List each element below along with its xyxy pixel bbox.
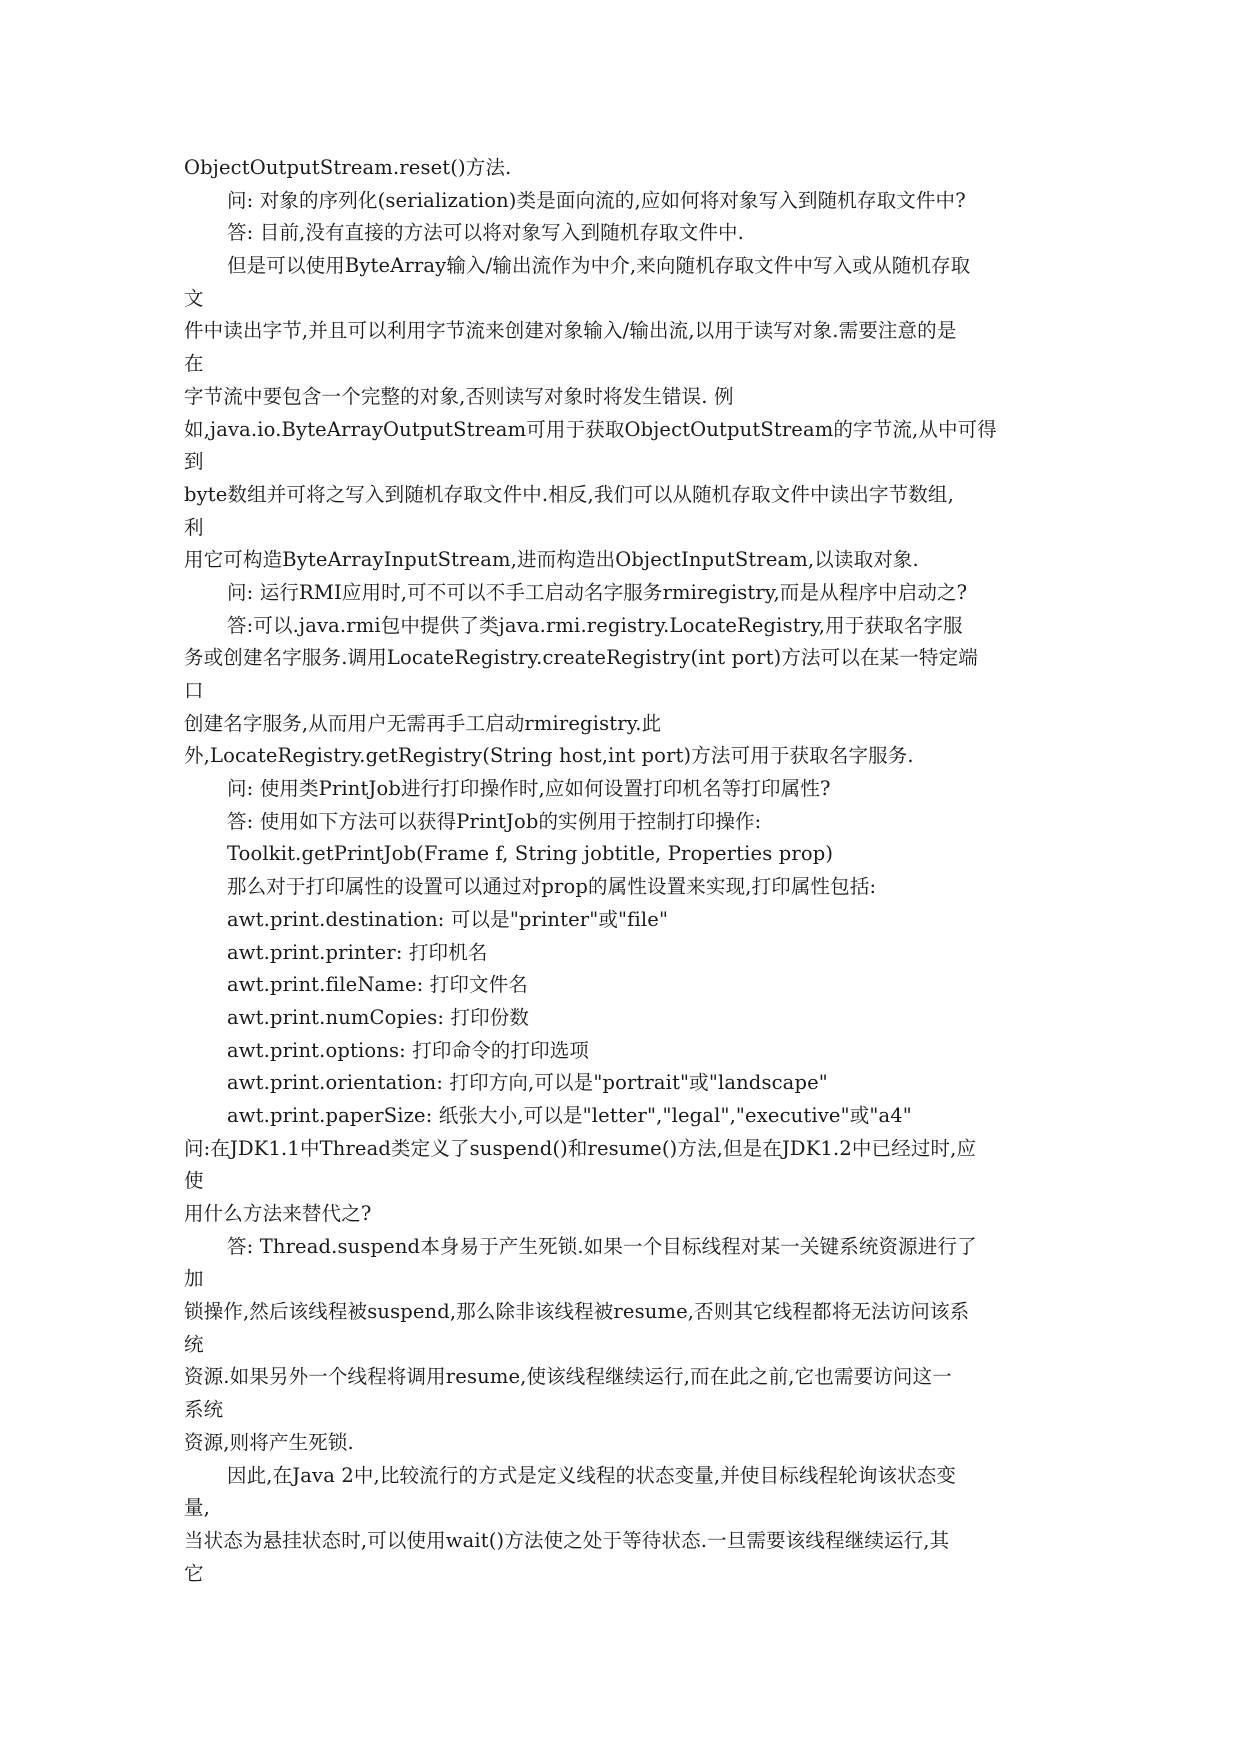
text-line: 因此,在Java 2中,比较流行的方式是定义线程的状态变量,并使目标线程轮询该状态变	[227, 1463, 957, 1487]
text-line: awt.print.fileName: 打印文件名	[227, 973, 528, 997]
text-line: 用它可构造ByteArrayInputStream,进而构造出ObjectInputStream,以读取对象.	[184, 548, 919, 572]
text-line: 问: 对象的序列化(serialization)类是面向流的,应如何将对象写入到随机存取文件中?	[227, 188, 966, 212]
text-line: 那么对于打印属性的设置可以通过对prop的属性设置来实现,打印属性包括:	[227, 875, 877, 899]
text-line: 问:在JDK1.1中Thread类定义了suspend()和resume()方法,但是在JDK1.2中已经过时,应	[184, 1136, 977, 1160]
text-line: ObjectOutputStream.reset()方法.	[184, 156, 512, 179]
text-line: 使	[184, 1169, 204, 1193]
text-line: 当状态为悬挂状态时,可以使用wait()方法使之处于等待状态.一旦需要该线程继续运行,其	[184, 1528, 950, 1552]
text-line: 外,LocateRegistry.getRegistry(String host,int port)方法可用于获取名字服务.	[184, 744, 914, 768]
text-line: 答: Thread.suspend本身易于产生死锁.如果一个目标线程对某一关键系统资源进行了	[227, 1234, 977, 1258]
text-line: 量,	[184, 1496, 210, 1520]
text-line: 问: 使用类PrintJob进行打印操作时,应如何设置打印机名等打印属性?	[227, 777, 831, 801]
text-line: awt.print.options: 打印命令的打印选项	[227, 1038, 590, 1062]
text-line: 锁操作,然后该线程被suspend,那么除非该线程被resume,否则其它线程都将无法访问该系	[184, 1300, 970, 1324]
text-line: 答: 使用如下方法可以获得PrintJob的实例用于控制打印操作:	[227, 809, 762, 833]
text-line: 系统	[184, 1398, 224, 1422]
text-line: awt.print.printer: 打印机名	[227, 940, 488, 964]
text-line: awt.print.orientation: 打印方向,可以是"portrait"或"landscape"	[227, 1071, 828, 1095]
text-line: 统	[184, 1332, 204, 1356]
text-line: 件中读出字节,并且可以利用字节流来创建对象输入/输出流,以用于读写对象.需要注意的是	[184, 319, 957, 343]
text-line: 文	[184, 286, 204, 310]
text-line: 加	[184, 1267, 204, 1291]
document-body	[184, 152, 1084, 1590]
text-line: 利	[184, 515, 204, 539]
text-line: 答:可以.java.rmi包中提供了类java.rmi.registry.LocateRegistry,用于获取名字服	[227, 613, 963, 637]
text-line: 用什么方法来替代之?	[184, 1202, 372, 1225]
text-line: 它	[184, 1561, 204, 1585]
text-line: 答: 目前,没有直接的方法可以将对象写入到随机存取文件中.	[227, 221, 745, 245]
text-line: 创建名字服务,从而用户无需再手工启动rmiregistry.此	[184, 711, 662, 735]
text-line: Toolkit.getPrintJob(Frame f, String jobtitle, Properties prop)	[227, 842, 834, 866]
text-line: 问: 运行RMI应用时,可不可以不手工启动名字服务rmiregistry,而是从程序中启动之?	[227, 580, 968, 604]
text-line: 口	[184, 679, 204, 702]
text-line: awt.print.numCopies: 打印份数	[227, 1005, 530, 1029]
text-line: awt.print.paperSize: 纸张大小,可以是"letter","legal","executive"或"a4"	[227, 1103, 912, 1127]
text-line: 资源.如果另外一个线程将调用resume,使该线程继续运行,而在此之前,它也需要访问这一	[184, 1365, 952, 1389]
text-line: 资源,则将产生死锁.	[184, 1430, 354, 1454]
text-line: byte数组并可将之写入到随机存取文件中.相反,我们可以从随机存取文件中读出字节数组,	[184, 482, 954, 506]
text-line: 在	[184, 352, 204, 376]
text-line: awt.print.destination: 可以是"printer"或"file"	[227, 907, 669, 931]
text-line: 如,java.io.ByteArrayOutputStream可用于获取ObjectOutputStream的字节流,从中可得	[184, 417, 997, 441]
text-line: 到	[184, 450, 204, 474]
text-line: 字节流中要包含一个完整的对象,否则读写对象时将发生错误. 例	[184, 384, 734, 408]
text-line: 务或创建名字服务.调用LocateRegistry.createRegistry(int port)方法可以在某一特定端	[184, 646, 978, 670]
text-line: 但是可以使用ByteArray输入/输出流作为中介,来向随机存取文件中写入或从随机存取	[227, 254, 971, 278]
